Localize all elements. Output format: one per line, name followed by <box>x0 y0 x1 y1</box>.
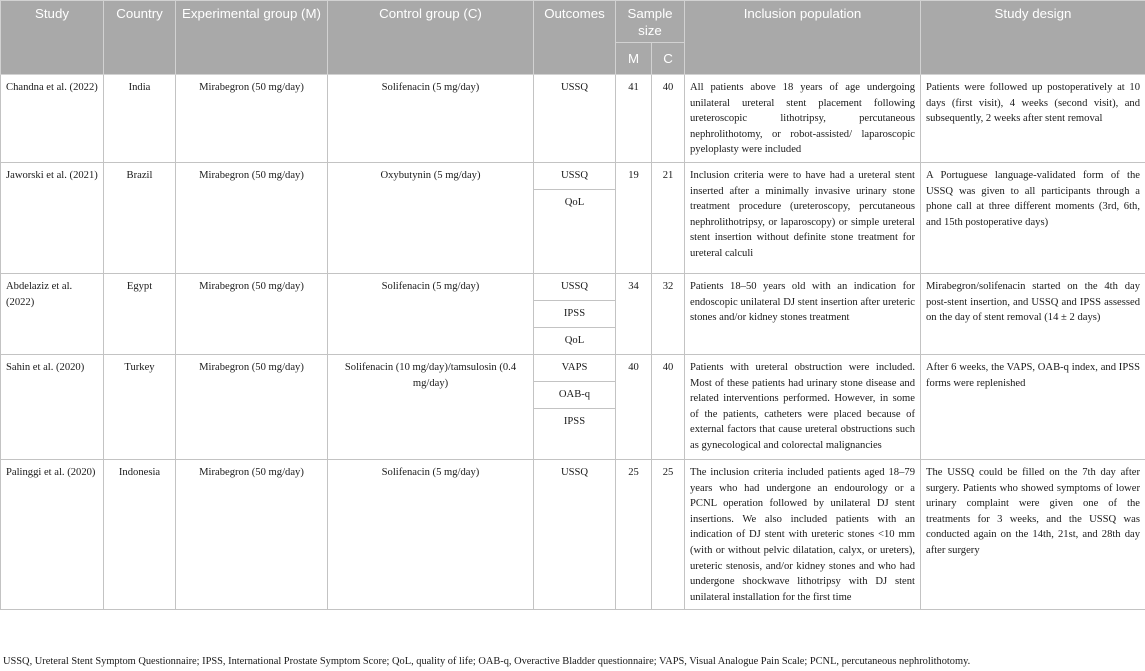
header-sample-m: M <box>616 43 652 75</box>
cell-sample-c: 40 <box>652 354 685 459</box>
cell-outcome: IPSS <box>534 300 616 327</box>
cell-country: Egypt <box>104 273 176 354</box>
cell-outcome: USSQ <box>534 273 616 300</box>
header-sample-size: Sample size <box>616 1 685 43</box>
cell-country: India <box>104 75 176 163</box>
header-experimental-group: Experimental group (M) <box>176 1 328 75</box>
table-row <box>1 354 1145 381</box>
cell-sample-m: 19 <box>616 162 652 273</box>
cell-inclusion: Patients with ureteral obstruction were included. Most of these patients had urinary stone disease and related interventions performed. However, in some of the patients, catheters were placed because of external factors that cause ureteral obstructions such as gynecological and colorectal malignancies <box>685 354 921 459</box>
cell-design: After 6 weeks, the VAPS, OAB-q index, and IPSS forms were replenished <box>921 354 1145 459</box>
cell-country: Turkey <box>104 354 176 459</box>
cell-outcome: VAPS <box>534 354 616 381</box>
cell-country: Brazil <box>104 162 176 273</box>
cell-design: Patients were followed up postoperatively at 10 days (first visit), 4 weeks (second visit), and subsequently, 2 weeks after stent removal <box>921 75 1145 163</box>
table-footnote: USSQ, Ureteral Stent Symptom Questionnaire; IPSS, International Prostate Symptom Score; QoL, quality of life; OAB-q, Overactive Bladder questionnaire; VAPS, Visual Analogue Pain Scale; PCNL, percutaneous nephrolithotomy. <box>3 656 971 667</box>
cell-outcome: USSQ <box>534 162 616 189</box>
cell-country: Indonesia <box>104 459 176 609</box>
table-row <box>1 162 1145 189</box>
header-study-design: Study design <box>921 1 1145 75</box>
cell-sample-c: 25 <box>652 459 685 609</box>
cell-control: Solifenacin (5 mg/day) <box>328 75 534 163</box>
cell-control: Oxybutynin (5 mg/day) <box>328 162 534 273</box>
cell-study: Jaworski et al. (2021) <box>1 162 104 273</box>
header-outcomes: Outcomes <box>534 1 616 75</box>
cell-experimental: Mirabegron (50 mg/day) <box>176 273 328 354</box>
cell-study: Chandna et al. (2022) <box>1 75 104 163</box>
header-sample-c: C <box>652 43 685 75</box>
cell-study: Sahin et al. (2020) <box>1 354 104 459</box>
cell-inclusion: All patients above 18 years of age undergoing unilateral ureteral stent placement following ureteroscopic lithotripsy, percutaneous nephrolithotomy, or robot-assisted/ laparoscopic pyeloplasty were included <box>685 75 921 163</box>
cell-experimental: Mirabegron (50 mg/day) <box>176 162 328 273</box>
header-row <box>1 1 1145 43</box>
cell-sample-c: 21 <box>652 162 685 273</box>
cell-experimental: Mirabegron (50 mg/day) <box>176 354 328 459</box>
cell-inclusion: Inclusion criteria were to have had a ureteral stent inserted after a minimally invasive urinary stone treatment procedure (ureteroscopy, percutaneous nephrolithotripsy, or laparoscopy) or simple ureteral stent insertion without definite stone treatment for ureteral calculi <box>685 162 921 273</box>
cell-experimental: Mirabegron (50 mg/day) <box>176 75 328 163</box>
cell-outcome: OAB-q <box>534 381 616 408</box>
cell-design: A Portuguese language-validated form of the USSQ was given to all participants through a phone call at three different moments (3rd, 6th, and 15th postoperative days) <box>921 162 1145 273</box>
cell-outcome: QoL <box>534 327 616 354</box>
cell-inclusion: The inclusion criteria included patients aged 18–79 years who had undergone an endourology or a PCNL operation followed by unilateral DJ stent insertions. We also included patients with an indication of DJ stent with ureteric stones <10 mm (with or without pelvic dilatation, calyx, or ureters), ureteric stenosis, and/or kidney stones and who had undergone shockwave lithotripsy with DJ stent unilateral installation for the first time <box>685 459 921 609</box>
cell-control: Solifenacin (5 mg/day) <box>328 459 534 609</box>
cell-sample-c: 32 <box>652 273 685 354</box>
cell-experimental: Mirabegron (50 mg/day) <box>176 459 328 609</box>
table-row <box>1 273 1145 300</box>
cell-control: Solifenacin (5 mg/day) <box>328 273 534 354</box>
header-country: Country <box>104 1 176 75</box>
cell-outcome: USSQ <box>534 459 616 609</box>
cell-study: Abdelaziz et al. (2022) <box>1 273 104 354</box>
cell-design: The USSQ could be filled on the 7th day after surgery. Patients who showed symptoms of lower urinary complaint were given one of the treatments for 3 weeks, and the USSQ was conducted again on the 14th, 21st, and 28th day after surgery <box>921 459 1145 609</box>
header-control-group: Control group (C) <box>328 1 534 75</box>
header-study: Study <box>1 1 104 75</box>
cell-sample-c: 40 <box>652 75 685 163</box>
table-row <box>1 75 1145 163</box>
cell-outcome: QoL <box>534 189 616 273</box>
cell-control: Solifenacin (10 mg/day)/tamsulosin (0.4 mg/day) <box>328 354 534 459</box>
cell-inclusion: Patients 18–50 years old with an indication for endoscopic unilateral DJ stent insertion after ureteric stones and/or kidney stones treatment <box>685 273 921 354</box>
cell-study: Palinggi et al. (2020) <box>1 459 104 609</box>
cell-sample-m: 25 <box>616 459 652 609</box>
cell-design: Mirabegron/solifenacin started on the 4th day post-stent insertion, and USSQ and IPSS assessed on the day of stent removal (14 ± 2 days) <box>921 273 1145 354</box>
cell-sample-m: 41 <box>616 75 652 163</box>
header-inclusion-population: Inclusion population <box>685 1 921 75</box>
cell-outcome: IPSS <box>534 408 616 459</box>
cell-sample-m: 40 <box>616 354 652 459</box>
table-row <box>1 459 1145 609</box>
cell-outcome: USSQ <box>534 75 616 163</box>
cell-sample-m: 34 <box>616 273 652 354</box>
